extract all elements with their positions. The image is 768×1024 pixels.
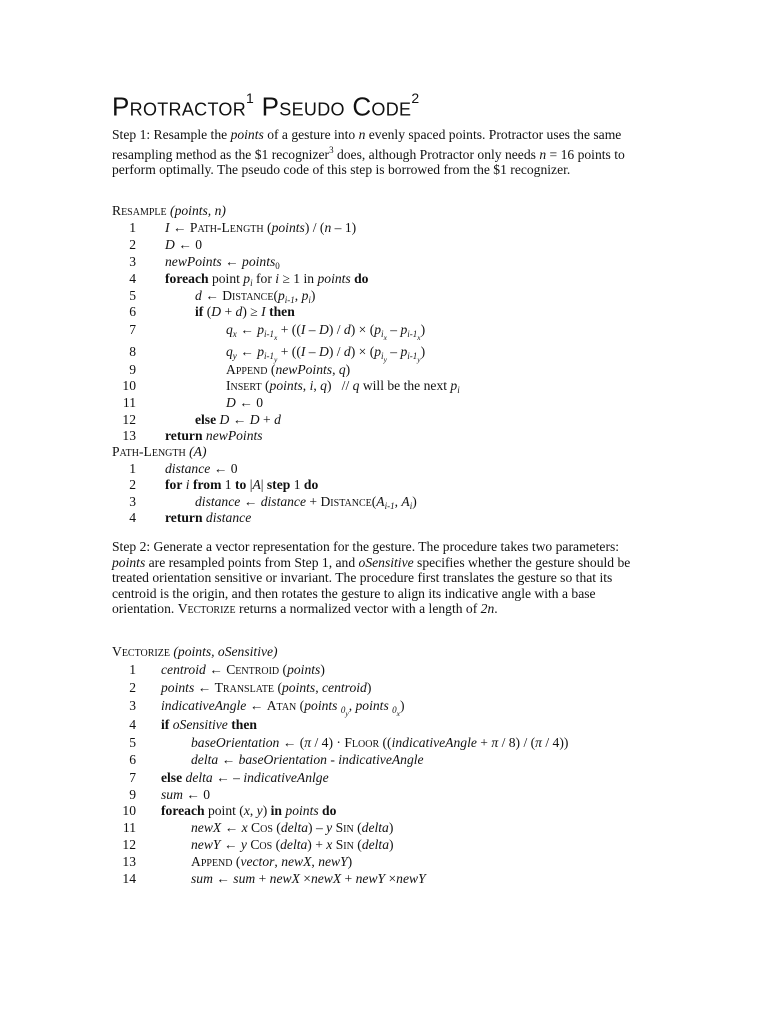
code-line: D ← 0 bbox=[165, 237, 203, 252]
path-length-heading bbox=[112, 444, 206, 460]
code-line: newPoints ← points$_0$ bbox=[165, 254, 280, 271]
code-line: if (D + d) ≥ I then bbox=[195, 304, 295, 319]
line-number: 2 bbox=[129, 237, 136, 252]
line-number: 1 bbox=[129, 220, 136, 235]
procedure-args: (A) bbox=[189, 444, 207, 459]
line-number: 9 bbox=[129, 362, 136, 377]
line-number: 4 bbox=[129, 510, 136, 525]
footnote-marker-1: 1 bbox=[246, 90, 255, 106]
step2-paragraph bbox=[112, 539, 652, 617]
code-line: foreach point $p_i$ for i ≥ 1 in points do bbox=[165, 271, 369, 288]
code-line: $q_x$ ← $p_{i-1_x} + ((I - D) / d) \times (p_{i_x} - p_{i-1_x})$ bbox=[226, 322, 426, 342]
step2-length-term: 2n bbox=[480, 601, 495, 617]
step1-text: = 16 points to perform optimally. The pseudo code of this step is borrowed from the $1 recognizer. bbox=[112, 146, 625, 178]
step1-label: Step 1: bbox=[112, 127, 151, 142]
code-line: distance ← 0 bbox=[165, 461, 238, 476]
procedure-args: (points, n) bbox=[170, 203, 226, 218]
line-number: 7 bbox=[129, 770, 136, 785]
step1-text: Resample the bbox=[150, 127, 231, 142]
code-line: D ← 0 bbox=[226, 395, 264, 410]
line-number: 9 bbox=[129, 787, 136, 802]
code-line: sum ← sum + newX ×newX + newY ×newY bbox=[191, 871, 426, 886]
step1-paragraph bbox=[112, 127, 652, 178]
step2-text: returns a normalized vector with a length of bbox=[235, 601, 481, 617]
code-line: return distance bbox=[165, 510, 252, 525]
line-number: 1 bbox=[129, 461, 136, 476]
title-word-protractor: Protractor bbox=[112, 91, 247, 122]
code-line: else D ← D + d bbox=[195, 412, 281, 427]
code-line: delta ← baseOrientation - indicativeAngle bbox=[191, 752, 424, 767]
line-number: 3 bbox=[129, 698, 136, 713]
line-number: 2 bbox=[129, 477, 136, 492]
line-number: 2 bbox=[129, 680, 136, 695]
line-number: 11 bbox=[122, 395, 136, 410]
code-line: for i from 1 to |A| step 1 do bbox=[165, 477, 319, 492]
line-number: 13 bbox=[122, 428, 136, 443]
line-number: 6 bbox=[129, 304, 136, 319]
page-title bbox=[112, 86, 419, 122]
line-number: 12 bbox=[122, 837, 136, 852]
step1-text: of a gesture into bbox=[263, 127, 359, 142]
code-line: centroid ← Centroid (points) bbox=[161, 662, 325, 677]
footnote-marker-3: 3 bbox=[329, 144, 334, 155]
procedure-name: Resample bbox=[112, 203, 167, 218]
vectorize-heading bbox=[112, 644, 278, 660]
resample-heading bbox=[112, 203, 226, 219]
code-line: foreach point (x, y) in points do bbox=[161, 803, 337, 818]
code-line: return newPoints bbox=[165, 428, 263, 443]
code-line: points ← Translate (points, centroid) bbox=[161, 680, 372, 695]
line-number: 8 bbox=[129, 344, 136, 359]
code-line: I ← Path-Length (points) / (n – 1) bbox=[165, 220, 357, 235]
procedure-name: Vectorize bbox=[112, 644, 170, 659]
step2-osensitive-term: oSensitive bbox=[358, 554, 414, 570]
line-number: 6 bbox=[129, 752, 136, 767]
step1-n-term: n bbox=[358, 127, 366, 142]
procedure-args: (points, oSensitive) bbox=[173, 644, 278, 659]
code-line: if oSensitive then bbox=[161, 717, 257, 732]
step2-text: specifies whether the gesture should be treated orientation sensitive or invariant. The procedure first translates the gesture so that its centroid is the origin, and then rotates the gesture to align its indicative angle with a base orientation. bbox=[112, 554, 631, 617]
line-number: 5 bbox=[129, 288, 136, 303]
code-line: sum ← 0 bbox=[161, 787, 211, 802]
procedure-name: Path-Length bbox=[112, 444, 186, 459]
step2-text: are resampled points from Step 1, and bbox=[145, 554, 359, 570]
step2-text: Generate a vector representation for the gesture. The procedure takes two parameters: bbox=[150, 539, 620, 554]
line-number: 7 bbox=[129, 322, 136, 337]
line-number: 14 bbox=[122, 871, 136, 886]
code-line: Append (vector, newX, newY) bbox=[191, 854, 353, 869]
line-number: 4 bbox=[129, 271, 136, 286]
code-line: indicativeAngle ← Atan (points $_{0_y}$, points $_{0_x}$) bbox=[161, 698, 405, 718]
line-number: 11 bbox=[122, 820, 136, 835]
line-number: 3 bbox=[129, 254, 136, 269]
code-line: Insert (points, i, q) // q will be the next $p_i$ bbox=[226, 378, 460, 395]
line-number: 12 bbox=[122, 412, 136, 427]
code-line: newX ← x Cos (delta) – y Sin (delta) bbox=[191, 820, 394, 835]
line-number: 3 bbox=[129, 494, 136, 509]
footnote-marker-2: 2 bbox=[411, 90, 420, 106]
code-line: $q_y$ ← $p_{i-1_y} + ((I - D) / d) \times (p_{i_y} - p_{i-1_y})$ bbox=[226, 344, 426, 364]
step1-points-term: points bbox=[230, 127, 264, 142]
line-number: 10 bbox=[122, 803, 136, 818]
title-word-pseudo-code: Pseudo Code bbox=[261, 91, 412, 122]
line-number: 4 bbox=[129, 717, 136, 732]
line-number: 1 bbox=[129, 662, 136, 677]
line-number: 13 bbox=[122, 854, 136, 869]
step2-points-term: points bbox=[112, 554, 146, 570]
line-number: 5 bbox=[129, 735, 136, 750]
code-line: baseOrientation ← (π / 4) · Floor ((indicativeAngle + π / 8) / (π / 4)) bbox=[191, 735, 569, 750]
line-number: 10 bbox=[122, 378, 136, 393]
step1-text: does, although Protractor only needs bbox=[333, 146, 540, 162]
code-line: Append (newPoints, q) bbox=[226, 362, 351, 377]
step2-vectorize-term: Vectorize bbox=[177, 601, 236, 617]
step1-n-term: n bbox=[539, 146, 547, 162]
step1-text: evenly spaced points. Protractor uses the same resampling method as the $1 recognizer bbox=[112, 127, 622, 162]
step2-label: Step 2: bbox=[112, 539, 151, 554]
step2-text: . bbox=[494, 601, 498, 617]
code-line: d ← $Distance(p_{i-1}$, $p_i$) bbox=[195, 288, 316, 305]
code-line: else delta ← – indicativeAnlge bbox=[161, 770, 329, 785]
code-line: newY ← y Cos (delta) + x Sin (delta) bbox=[191, 837, 394, 852]
code-line: distance ← distance + $Distance(A_{i-1}$, $A_i$) bbox=[195, 494, 417, 511]
